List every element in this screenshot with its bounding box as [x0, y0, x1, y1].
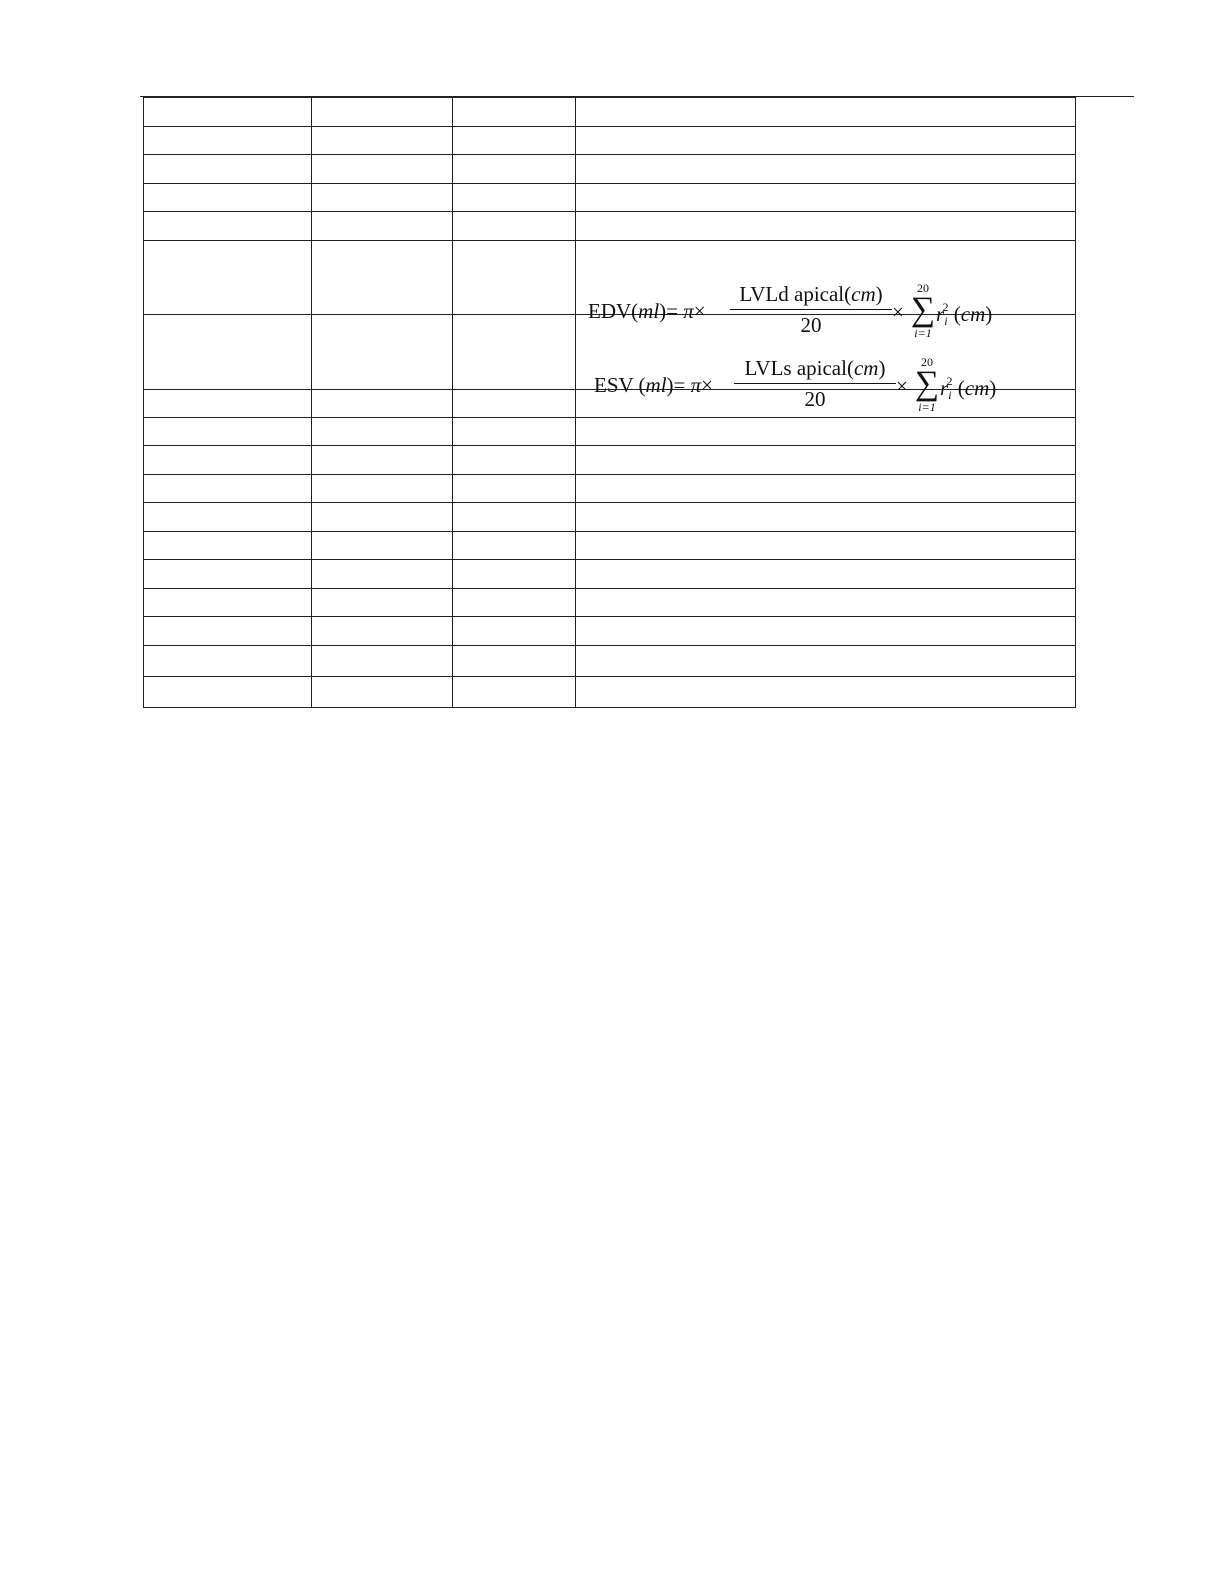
table-cell	[576, 184, 1076, 212]
formula-times-2: ×	[896, 374, 908, 398]
table-row	[144, 212, 1076, 241]
formula-denominator: 20	[804, 387, 826, 411]
table-cell	[576, 212, 1076, 241]
formula-term: $r_i^2$ (cm)	[940, 374, 997, 402]
table-cell	[312, 646, 453, 677]
formula-numerator-text: LVLs apical	[744, 356, 847, 380]
table-cell	[312, 418, 453, 446]
table-cell	[453, 589, 576, 617]
sum-lower-limit: i=1	[914, 325, 932, 340]
table-cell	[144, 560, 312, 589]
term-base: r	[936, 301, 945, 326]
term-base: r	[940, 376, 949, 400]
formula-numerator-text: LVLd apical	[739, 281, 845, 306]
table-cell	[144, 127, 312, 155]
formula-numerator-unit: cm	[853, 356, 879, 380]
table-cell	[144, 241, 312, 315]
formula-lhs-name: ESV	[594, 373, 634, 397]
sigma-glyph: ∑	[910, 290, 936, 328]
table-cell	[312, 446, 453, 475]
table-cell	[312, 589, 453, 617]
table-cell	[144, 446, 312, 475]
table-cell	[453, 532, 576, 560]
formula-lhs-name: EDV	[588, 298, 632, 323]
table-cell	[453, 560, 576, 589]
table-cell	[453, 418, 576, 446]
table-cell	[312, 212, 453, 241]
table-row	[144, 127, 1076, 155]
table-row	[144, 475, 1076, 503]
table-cell	[144, 390, 312, 418]
formula-numerator: LVLd apical(cm)	[730, 284, 892, 310]
table-cell	[144, 646, 312, 677]
sigma-glyph: ∑	[914, 365, 940, 402]
term-superscript: 2	[946, 374, 953, 388]
formula-lhs: ESV (ml)= π×	[594, 373, 714, 397]
table-cell	[453, 155, 576, 184]
table-cell	[453, 677, 576, 708]
table-cell	[144, 184, 312, 212]
table-cell	[453, 127, 576, 155]
table-row	[144, 418, 1076, 446]
table-row	[144, 677, 1076, 708]
formula-lhs-unit: ml	[645, 373, 667, 397]
table-cell	[312, 98, 453, 127]
table-cell	[453, 475, 576, 503]
sum-upper-limit: 20	[921, 355, 933, 369]
table-row	[144, 589, 1076, 617]
term-unit: cm	[960, 301, 986, 326]
table-cell	[144, 212, 312, 241]
formula-times-2: ×	[892, 299, 904, 324]
measurement-table	[143, 97, 1076, 708]
term-superscript: 2	[942, 299, 949, 314]
table-cell	[576, 98, 1076, 127]
table-cell	[312, 241, 453, 315]
formula-lhs: EDV(ml)= π×	[588, 298, 706, 323]
table-cell	[144, 617, 312, 646]
sum-lower-limit: i=1	[918, 400, 936, 414]
formula-numerator-unit: cm	[851, 281, 876, 306]
table-cell	[576, 127, 1076, 155]
table-cell	[144, 155, 312, 184]
formula-fraction	[734, 358, 896, 410]
table-cell	[576, 617, 1076, 646]
table-cell	[576, 560, 1076, 589]
table-cell	[312, 503, 453, 532]
sum-upper-limit: 20	[917, 280, 929, 295]
table-cell	[576, 446, 1076, 475]
table-cell	[453, 184, 576, 212]
table-cell	[312, 475, 453, 503]
table-row	[144, 184, 1076, 212]
term-subscript: i	[944, 313, 948, 328]
table-cell	[144, 532, 312, 560]
table-cell	[453, 646, 576, 677]
table-cell	[453, 390, 576, 418]
sum-symbol	[914, 356, 940, 414]
term-unit: cm	[964, 376, 990, 400]
term-subscript: i	[948, 388, 952, 402]
formula-denominator: 20	[800, 312, 822, 337]
table-cell	[576, 677, 1076, 708]
table-cell	[144, 315, 312, 390]
table-cell	[144, 98, 312, 127]
table-row	[144, 532, 1076, 560]
table-row	[144, 617, 1076, 646]
sum-symbol	[910, 282, 936, 340]
table-cell	[312, 127, 453, 155]
table-row	[144, 446, 1076, 475]
formula-lhs-unit: ml	[638, 298, 660, 323]
formula-times: ×	[693, 298, 706, 323]
table-cell	[453, 315, 576, 390]
formula-fraction	[730, 281, 892, 337]
table-cell	[312, 532, 453, 560]
table-cell	[312, 315, 453, 390]
table-cell	[144, 418, 312, 446]
table-cell	[453, 241, 576, 315]
table-cell	[312, 677, 453, 708]
table-cell	[312, 390, 453, 418]
table-cell	[576, 503, 1076, 532]
table-cell	[144, 589, 312, 617]
formula-term: $r_i^2$ (cm)	[936, 299, 993, 328]
formula-cell-edv	[576, 241, 1076, 340]
table-cell	[312, 560, 453, 589]
table-cell	[453, 617, 576, 646]
table-row	[144, 98, 1076, 127]
table-cell	[312, 617, 453, 646]
table-cell	[576, 475, 1076, 503]
formula-numerator: LVLs apical(cm)	[734, 358, 896, 384]
table-cell	[576, 532, 1076, 560]
table-cell	[453, 446, 576, 475]
table-cell	[576, 155, 1076, 184]
table-cell	[576, 418, 1076, 446]
table-row-edv	[144, 241, 1076, 315]
table-cell	[453, 98, 576, 127]
table-cell	[144, 475, 312, 503]
formula-pi: π	[683, 298, 694, 323]
table-cell	[312, 184, 453, 212]
table-cell	[576, 646, 1076, 677]
table-cell	[576, 589, 1076, 617]
formula-pi: π	[690, 373, 702, 397]
table-row	[144, 560, 1076, 589]
table-row	[144, 503, 1076, 532]
table-row	[144, 646, 1076, 677]
table-cell	[144, 677, 312, 708]
table-cell	[144, 503, 312, 532]
table-cell	[453, 212, 576, 241]
table-cell	[312, 155, 453, 184]
table-row	[144, 155, 1076, 184]
table-cell	[453, 503, 576, 532]
formula-times: ×	[701, 373, 714, 397]
